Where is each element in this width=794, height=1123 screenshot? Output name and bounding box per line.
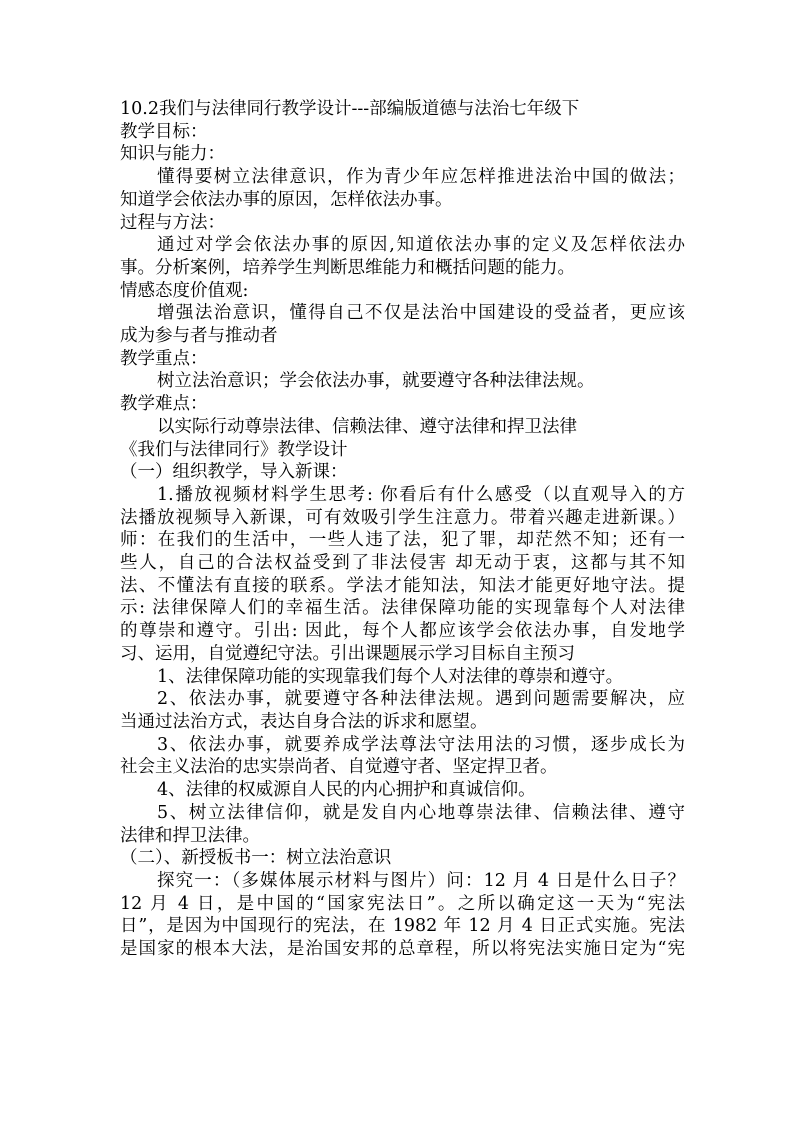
text-line: 以实际行动尊崇法律、信赖法律、遵守法律和捍卫法律 <box>157 416 577 437</box>
text-line: 日”，是因为中国现行的宪法，在 1982 年 12 月 4 日正式实施。宪法 <box>120 916 685 937</box>
text-line: 教学目标： <box>120 121 208 142</box>
text-line: 教学重点： <box>120 348 208 369</box>
text-line: （一）组织教学，导入新课： <box>120 462 348 483</box>
text-line: （二）、新授板书一：树立法治意识 <box>120 848 392 869</box>
text-line: 示: 法律保障人们的幸福生活。法律保障功能的实现靠每个人对法律 <box>120 598 685 619</box>
text-line: 法、不懂法有直接的联系。学法才能知法，知法才能更好地守法。提 <box>120 575 685 596</box>
text-line: 3、依法办事，就要养成学法尊法守法用法的习惯，逐步成长为 <box>157 734 685 755</box>
text-line: 师：在我们的生活中，一些人违了法，犯了罪，却茫然不知；还有一 <box>120 530 685 551</box>
text-line: 习、运用，自觉遵纪守法。引出课题展示学习目标自主预习 <box>120 643 575 664</box>
text-line: 是国家的根本大法，是治国安邦的总章程，所以将宪法实施日定为“宪 <box>120 939 685 960</box>
text-line: 懂得要树立法律意识，作为青少年应怎样推进法治中国的做法； <box>157 167 685 188</box>
document-title: 10.2我们与法律同行教学设计---部编版道德与法治七年级下 <box>120 99 580 119</box>
text-line: 知识与能力： <box>120 144 225 165</box>
text-line: 当通过法治方式，表达自身合法的诉求和愿望。 <box>120 711 488 732</box>
text-line: 成为参与者与推动者 <box>120 326 278 347</box>
text-line: 情感态度价值观: <box>120 280 249 301</box>
text-line: 教学难点： <box>120 394 208 415</box>
text-line: 法播放视频导入新课，可有效吸引学生注意力。带着兴趣走进新课。） <box>120 507 685 528</box>
text-line: 法律和捍卫法律。 <box>120 825 260 846</box>
text-line: 些人，自己的合法权益受到了非法侵害 却无动于衷，这都与其不知 <box>120 553 685 574</box>
text-line: 2、依法办事，就要遵守各种法律法规。遇到问题需要解决，应 <box>157 689 685 710</box>
text-line: 4、法律的权威源自人民的内心拥护和真诚信仰。 <box>157 780 536 801</box>
text-line: 探究一：（多媒体展示材料与图片）问：12 月 4 日是什么日子？ <box>157 870 685 891</box>
text-line: 1.播放视频材料学生思考: 你看后有什么感受（以直观导入的方 <box>157 484 685 505</box>
text-line: 12 月 4 日，是中国的“国家宪法日”。之所以确定这一天为“宪法 <box>120 893 685 914</box>
text-line: 过程与方法： <box>120 212 225 233</box>
text-line: 1、法律保障功能的实现靠我们每个人对法律的尊崇和遵守。 <box>157 666 624 687</box>
text-line: 增强法治意识，懂得自己不仅是法治中国建设的受益者，更应该 <box>157 303 685 324</box>
document-page <box>120 98 685 961</box>
text-line: 《我们与法律同行》教学设计 <box>120 439 348 460</box>
text-line: 树立法治意识；学会依法办事，就要遵守各种法律法规。 <box>157 371 595 392</box>
text-line: 社会主义法治的忠实崇尚者、自觉遵守者、坚定捍卫者。 <box>120 757 558 778</box>
text-line: 通过对学会依法办事的原因,知道依法办事的定义及怎样依法办 <box>157 235 685 256</box>
text-line: 的尊崇和遵守。引出: 因此，每个人都应该学会依法办事，自发地学 <box>120 621 685 642</box>
text-line: 知道学会依法办事的原因，怎样依法办事。 <box>120 189 453 210</box>
text-line: 事。分析案例，培养学生判断思维能力和概括问题的能力。 <box>120 257 575 278</box>
text-line: 5、树立法律信仰，就是发自内心地尊崇法律、信赖法律、遵守 <box>157 802 685 823</box>
